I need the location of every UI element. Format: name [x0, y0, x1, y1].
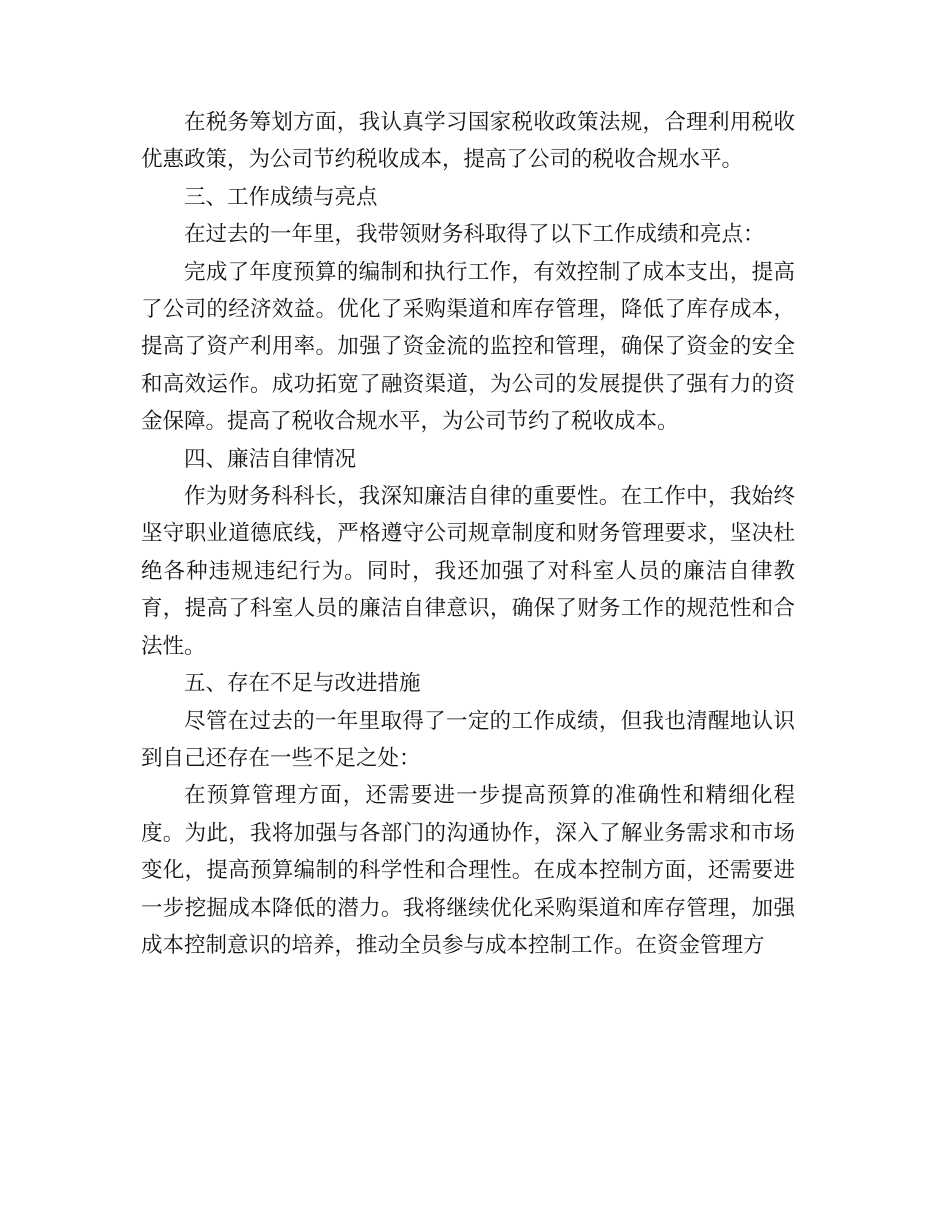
section-heading-shortcomings: 五、存在不足与改进措施 [184, 671, 421, 697]
section-heading-achievements: 三、工作成绩与亮点 [184, 184, 378, 210]
paragraph-achievements-detail: 完成了年度预算的编制和执行工作，有效控制了成本支出，提高了公司的经济效益。优化了采购渠道和库存管理，降低了库存成本，提高了资产利用率。加强了资金流的监控和管理，确保了资金的安全和高效运作。成功拓宽了融资渠道，为公司的发展提供了强有力的资金保障。提高了税收合规水平，为公司节约了税收成本。 [141, 259, 795, 435]
paragraph-tax-planning: 在税务筹划方面，我认真学习国家税收政策法规，合理利用税收优惠政策，为公司节约税收成本，提高了公司的税收合规水平。 [141, 110, 795, 173]
paragraph-achievements-intro: 在过去的一年里，我带领财务科取得了以下工作成绩和亮点： [184, 222, 765, 248]
document-body [141, 104, 795, 964]
paragraph-integrity: 作为财务科科长，我深知廉洁自律的重要性。在工作中，我始终坚守职业道德底线，严格遵守公司规章制度和财务管理要求，坚决杜绝各种违规违纪行为。同时，我还加强了对科室人员的廉洁自律教育，提高了科室人员的廉洁自律意识，确保了财务工作的规范性和合法性。 [141, 484, 795, 659]
section-heading-integrity: 四、廉洁自律情况 [184, 446, 357, 472]
paragraph-shortcomings-intro: 尽管在过去的一年里取得了一定的工作成绩，但我也清醒地认识到自己还存在一些不足之处： [141, 708, 795, 771]
paragraph-budget-improvement: 在预算管理方面，还需要进一步提高预算的准确性和精细化程度。为此，我将加强与各部门的沟通协作，深入了解业务需求和市场变化，提高预算编制的科学性和合理性。在成本控制方面，还需要进一步挖掘成本降低的潜力。我将继续优化采购渠道和库存管理，加强成本控制意识的培养，推动全员参与成本控制工作。在资金管理方 [141, 783, 795, 958]
